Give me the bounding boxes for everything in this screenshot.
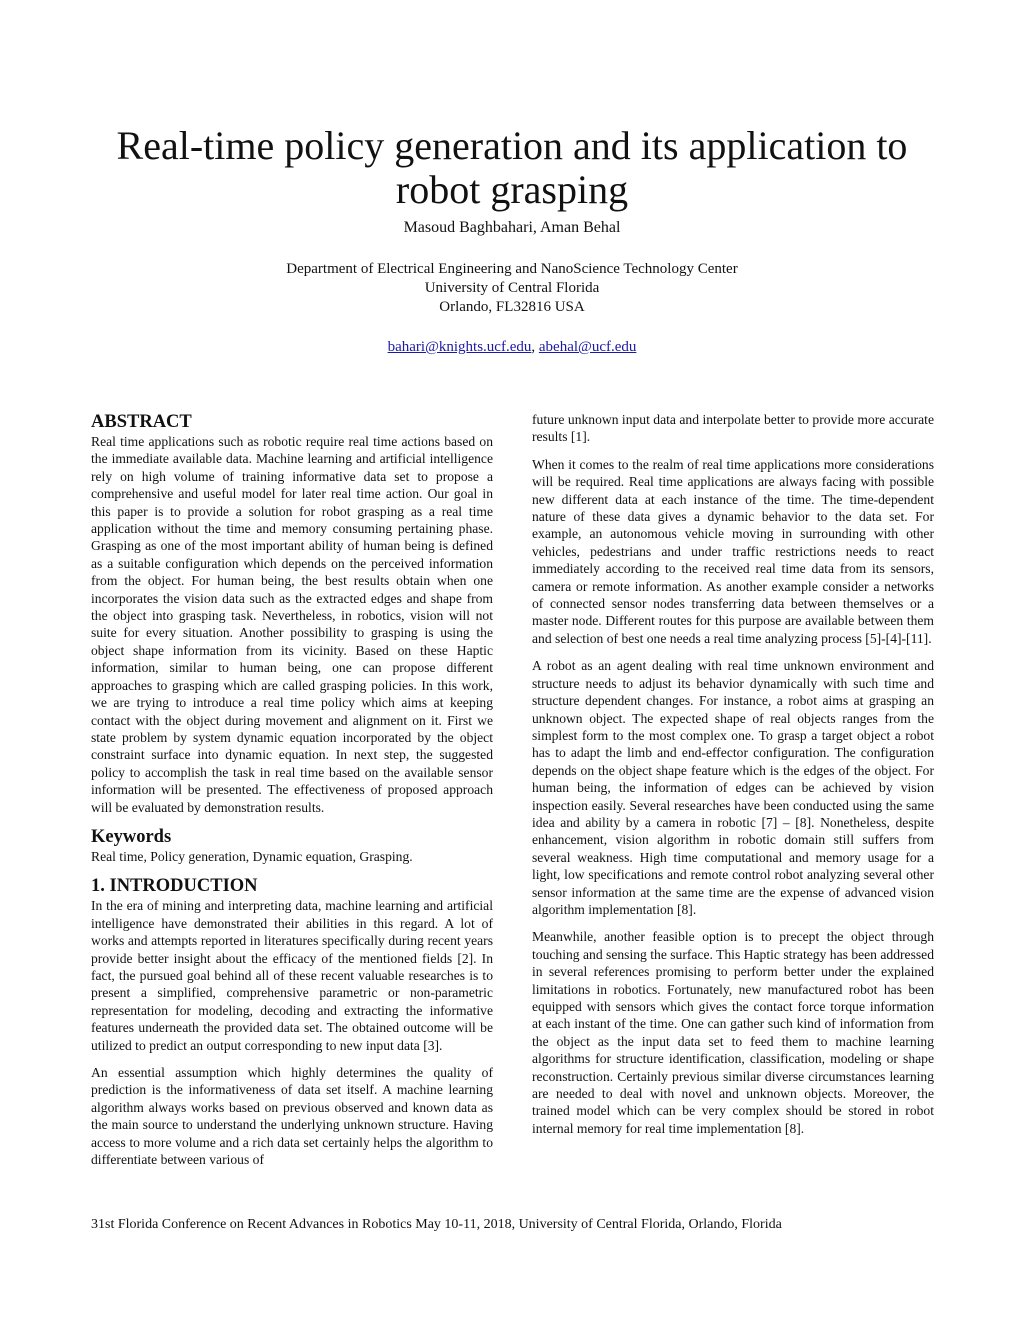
keywords-text: Real time, Policy generation, Dynamic equation, Grasping.: [91, 848, 413, 864]
affiliation-address: Orlando, FL32816 USA: [439, 299, 585, 315]
affiliation-university: University of Central Florida: [424, 280, 600, 296]
conference-footer: 31st Florida Conference on Recent Advances in Robotics May 10-11, 2018, University of Central Florida, Orlando, Florida: [91, 1217, 782, 1232]
right-paragraph-3: A robot as an agent dealing with real time unknown environment and structure needs to adjust its behavior dynamically with such time and structure dependent changes. For instance, a robot aims at grasping an unknown object. The expected shape of real objects ranges from the simplest form to the most complex one. To grasp a target object a robot has to adapt the limb and end-effector configuration. The configuration depends on the object shape feature which is the edges of the object. For human being, the information of edges can be achieved by vision inspection easily. Several researches have been conducted using the same idea and ability by a camera in robotic [7] – [8]. Nonetheless, despite enhancement, vision algorithm in robotic domain still suffers from several weakness. High time computational and memory usage for a light, low specifications and remote control robot analyzing several other sensor information at the same time are the expense of advanced vision algorithm implementation [8].: [532, 658, 934, 917]
introduction-paragraph-1: In the era of mining and interpreting data, machine learning and artificial intelligence have demonstrated their abilities in this regard. A lot of works and attempts reported in literatures specifically during recent years provide better insight about the efficacy of the mentioned fields [2]. In fact, the pursued goal behind all of these recent valuable researches is to present a simplified, comprehensive parametric or non-parametric representation for modeling, decoding and extracting the informative features underneath the provided data set. The obtained outcome will be utilized to predict an output corresponding to new input data [3].: [91, 898, 493, 1053]
author-emails: [60, 338, 964, 357]
left-column: [91, 411, 493, 1178]
keywords-heading: Keywords: [91, 826, 172, 847]
right-paragraph-4: Meanwhile, another feasible option is to precept the object through touching and sensing the surface. This Haptic strategy has been addressed in several references promising to perform better under the explained limitations in robotics. Fortunately, new manufactured robot has been equipped with sensors which gives the contact force torque information at each instant of the time. One can gather such kind of information from the object as the input data set to feed them to machine learning algorithms for structure identification, classification, modeling or shape reconstruction. Certainly previous similar diverse circumstances learning are needed to deal with novel and unknown objects. Moreover, the trained model which can be very complex should be stored in robot internal memory for real time implementation [8].: [532, 929, 934, 1136]
introduction-heading: 1. INTRODUCTION: [91, 876, 258, 897]
right-paragraph-2: When it comes to the realm of real time applications more considerations will be required. Real time applications are always facing with possible new different data at each instance of the time. The time-dependent nature of these data gives a dynamic behavior to the data set. For example, an autonomous vehicle moving in surrounding with other vehicles, pedestrians and under traffic restrictions needs to react immediately according to the received real time data from its sensors, camera or remote information. As another example consider a networks of connected sensor nodes transferring data between themselves or a master node. Different routes for this purpose are available between them and selection of best one needs a real time analyzing process [5]-[4]-[11].: [532, 456, 934, 646]
right-paragraph-1: future unknown input data and interpolate better to provide more accurate results [1].: [532, 412, 934, 445]
paper-title: [60, 124, 964, 212]
title-line-2: robot grasping: [395, 167, 629, 212]
affiliation-department: Department of Electrical Engineering and NanoScience Technology Center: [286, 261, 738, 277]
affiliation: [60, 260, 964, 317]
email-link-behal[interactable]: abehal@ucf.edu: [538, 339, 637, 355]
right-column: [532, 411, 934, 1147]
title-line-1: Real-time policy generation and its application to: [116, 123, 908, 168]
email-separator: ,: [531, 339, 539, 355]
abstract-text: Real time applications such as robotic require real time actions based on the immediate available data. Machine learning and artificial intelligence rely on high volume of training informative data set to propose a comprehensive and useful model for later real time action. Our goal in this paper is to provide a solution for robot grasping as a real time application without the time and memory consuming pertaining phase. Grasping as one of the most important ability of human being is defined as a suitable configuration which depends on the perceived information from the object. For human being, the best results obtain when one incorporates the vision data such as the extracted edges and shape from the object into grasping task. Nevertheless, in robotics, vision will not suite for every situation. Another possibility to grasping is using the object shape information from its vicinity. Based on these Haptic information, similar to human being, one can propose different approaches to grasping which are called grasping policies. In this work, we are trying to introduce a real time policy which aims at keeping contact with the object during movement and alignment on it. First we state problem by system dynamic equation incorporated by the object constraint surface into dynamic equation. In next step, the suggested policy to accomplish the task in real time based on the available sensor information will be presented. The effectiveness of proposed approach will be evaluated by demonstration results.: [91, 434, 493, 815]
introduction-paragraph-2: An essential assumption which highly determines the quality of prediction is the informativeness of data set itself. A machine learning algorithm always works based on previous observed and known data as the main source to understand the underlying unknown structure. Having access to more volume and a rich data set certainly helps the algorithm to differentiate between various of: [91, 1065, 493, 1168]
authors: Masoud Baghbahari, Aman Behal: [403, 219, 621, 236]
abstract-heading: ABSTRACT: [91, 412, 192, 432]
email-link-bahari[interactable]: bahari@knights.ucf.edu: [387, 339, 532, 355]
